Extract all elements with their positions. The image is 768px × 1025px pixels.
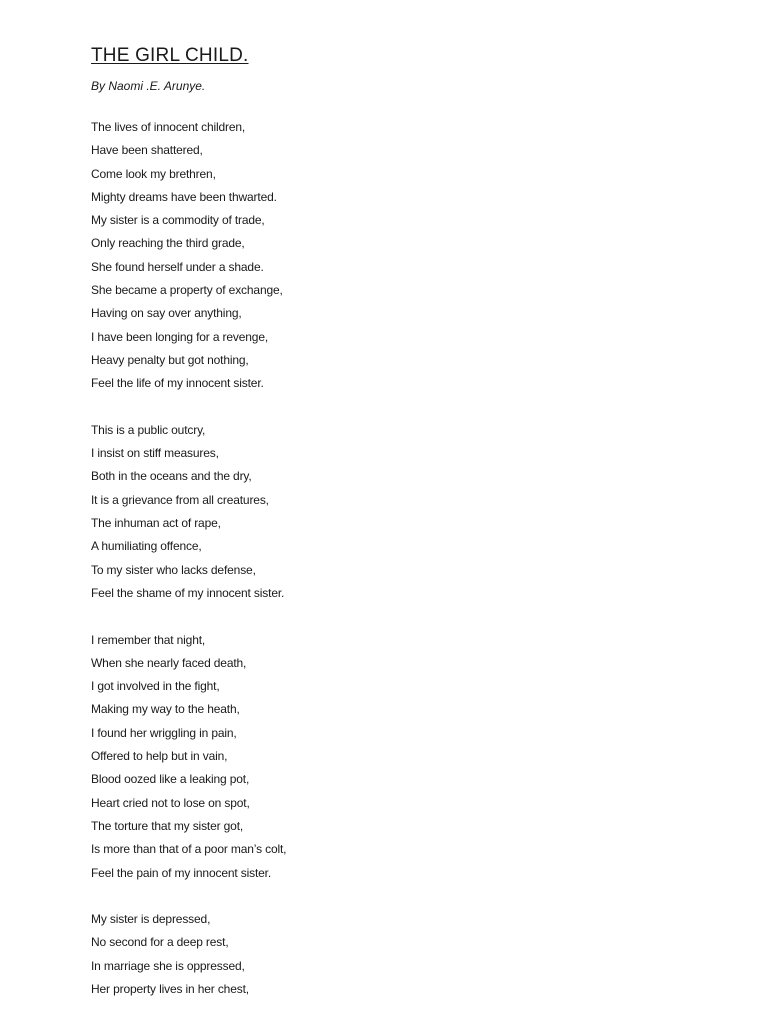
poem-stanza [91,629,731,885]
poem-line: When she nearly faced death, [91,655,247,670]
poem-line: I insist on stiff measures, [91,446,219,461]
poem-line: Feel the shame of my innocent sister. [91,585,285,600]
poem-line: Making my way to the heath, [91,702,240,717]
poem-line: Come look my brethren, [91,166,216,181]
poem-line: Feel the life of my innocent sister. [91,376,264,391]
poem-line: Mighty dreams have been thwarted. [91,189,277,204]
poem-line: I found her wriggling in pain, [91,725,237,740]
poem-line: She found herself under a shade. [91,259,264,274]
poem-line: Only reaching the third grade, [91,236,245,251]
poem-line: The inhuman act of rape, [91,516,221,531]
poem-line: I have been longing for a revenge, [91,329,269,344]
poem-line: My sister is depressed, [91,912,211,927]
poem-stanza [91,116,731,396]
poem-line: I remember that night, [91,632,206,647]
poem-line: Heart cried not to lose on spot, [91,795,250,810]
poem-line: I got involved in the fight, [91,679,220,694]
poem-line: A humiliating offence, [91,539,202,554]
poem-line: Heavy penalty but got nothing, [91,352,249,367]
poem-line: My sister is a commodity of trade, [91,213,265,228]
poem-line: Offered to help but in vain, [91,749,228,764]
poem-line: To my sister who lacks defense, [91,562,256,577]
poem-line: The lives of innocent children, [91,120,246,134]
document-page [91,44,731,1025]
poem-line: Blood oozed like a leaking pot, [91,772,250,787]
poem-line: Both in the oceans and the dry, [91,469,252,484]
poem-title: THE GIRL CHILD. [91,45,249,66]
poem-stanza [91,419,731,605]
poem-line: It is a grievance from all creatures, [91,492,269,507]
poem-line: No second for a deep rest, [91,935,229,950]
poem-line: Feel the pain of my innocent sister. [91,865,272,880]
poem-line: Having on say over anything, [91,306,242,321]
poem-line: This is a public outcry, [91,422,206,437]
poem-line: Have been shattered, [91,143,203,158]
poem-body [91,116,731,1001]
poem-author: By Naomi .E. Arunye. [91,79,206,93]
poem-line: She became a property of exchange, [91,283,283,298]
poem-line: In marriage she is oppressed, [91,958,245,973]
poem-line: Is more than that of a poor man’s colt, [91,842,287,857]
poem-line: The torture that my sister got, [91,818,244,833]
poem-stanza [91,908,731,1001]
poem-line: Her property lives in her chest, [91,981,249,996]
